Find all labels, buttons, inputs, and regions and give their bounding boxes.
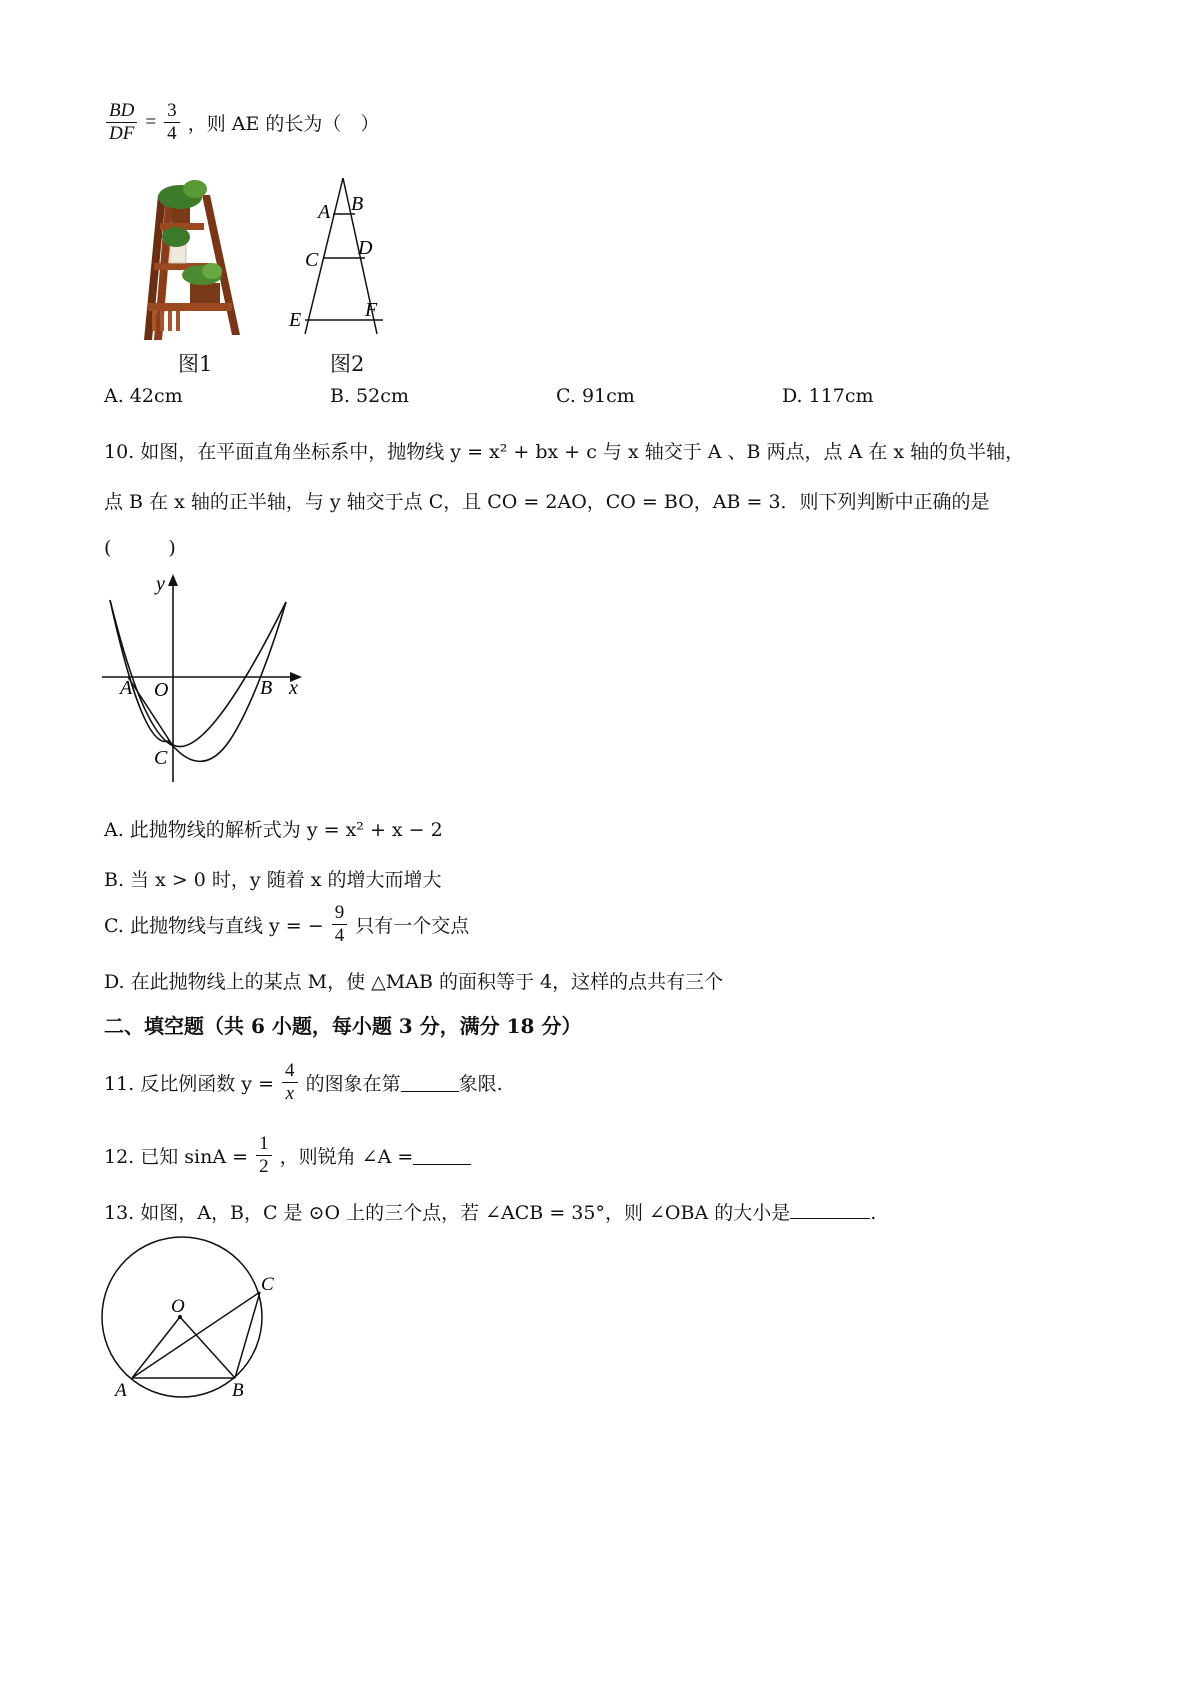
graph-label-o: O	[154, 679, 169, 701]
q10-option-d[interactable]: D. 在此抛物线上的某点 M，使 △MAB 的面积等于 4，这样的点共有三个	[104, 971, 724, 993]
figure-1-caption: 图1	[178, 352, 213, 376]
q10-option-c[interactable]: C. 此抛物线与直线 y = − $\frac{9}{4}$ 只有一个交点	[104, 902, 470, 946]
q12-answer-blank[interactable]	[413, 1146, 471, 1165]
circle-diagram	[95, 1230, 295, 1410]
q11-stem: 11. 反比例函数 y = $\frac{4}{x}$ 的图象在第 象限.	[104, 1060, 503, 1104]
circle-label-c: C	[261, 1274, 274, 1295]
q10-option-b[interactable]: B. 当 x > 0 时，y 随着 x 的增大而增大	[104, 869, 442, 891]
fig2-label-c: C	[305, 249, 319, 271]
section-2-heading: 二、填空题（共 6 小题，每小题 3 分，满分 18 分）	[104, 1014, 582, 1038]
q10-line-1: 10. 如图，在平面直角坐标系中，抛物线 y = x² + bx + c 与 x 轴交于 A 、B 两点，点 A 在 x 轴的负半轴，	[104, 441, 1025, 463]
circle-label-b: B	[232, 1380, 244, 1401]
q11-fraction: $\frac{4}{x}$	[282, 1060, 298, 1105]
q13-answer-blank[interactable]	[790, 1200, 870, 1219]
q9-option-c[interactable]: C. 91cm	[556, 385, 635, 407]
q9-fraction-bd-df: $\frac{BD}{DF}$	[106, 100, 137, 145]
q10-option-a[interactable]: A. 此抛物线的解析式为 y = x² + x − 2	[104, 819, 443, 841]
q10-line-2: 点 B 在 x 轴的正半轴，与 y 轴交于点 C，且 CO = 2AO，CO = BO，AB = 3．则下列判断中正确的是	[104, 491, 990, 513]
graph-label-y: y	[156, 573, 165, 595]
q12-stem: 12. 已知 sinA = $\frac{1}{2}$ ，则锐角 ∠A =	[104, 1133, 471, 1178]
q13-stem: 13. 如图，A，B，C 是 ⊙O 上的三个点，若 ∠ACB = 35°，则 ∠OBA 的大小是 .	[104, 1202, 877, 1224]
parabola-graph	[100, 570, 310, 785]
graph-label-x: x	[289, 677, 298, 699]
q9-tail: ，则 AE 的长为（ ）	[187, 112, 380, 135]
circle-label-a: A	[115, 1380, 127, 1401]
circle-label-o: O	[171, 1296, 185, 1317]
q9-fraction-3-4: $\frac{3}{4}$	[164, 100, 180, 145]
q9-option-a[interactable]: A. 42cm	[104, 385, 183, 407]
q12-fraction: $\frac{1}{2}$	[256, 1133, 272, 1178]
graph-label-c: C	[154, 747, 168, 769]
q9-option-d[interactable]: D. 117cm	[782, 385, 874, 407]
q10-option-c-fraction: $\frac{9}{4}$	[332, 902, 348, 947]
q9-stem: $\frac{BD}{DF}$ = $\frac{3}{4}$ ，则 AE 的长为（ ）	[104, 100, 379, 145]
figure-2-caption: 图2	[330, 352, 365, 376]
graph-label-a: A	[120, 677, 133, 699]
q9-option-b[interactable]: B. 52cm	[330, 385, 409, 407]
figure-2-diagram	[285, 170, 395, 350]
fig2-label-e: E	[289, 309, 302, 331]
graph-label-b: B	[260, 677, 273, 699]
fig2-label-b: B	[351, 193, 364, 215]
fig2-label-d: D	[358, 237, 373, 259]
fig2-label-a: A	[318, 201, 331, 223]
q10-answer-bracket: ( )	[104, 537, 176, 559]
plant-stand-image	[140, 175, 250, 345]
fig2-label-f: F	[365, 299, 378, 321]
q11-answer-blank[interactable]	[401, 1073, 459, 1092]
